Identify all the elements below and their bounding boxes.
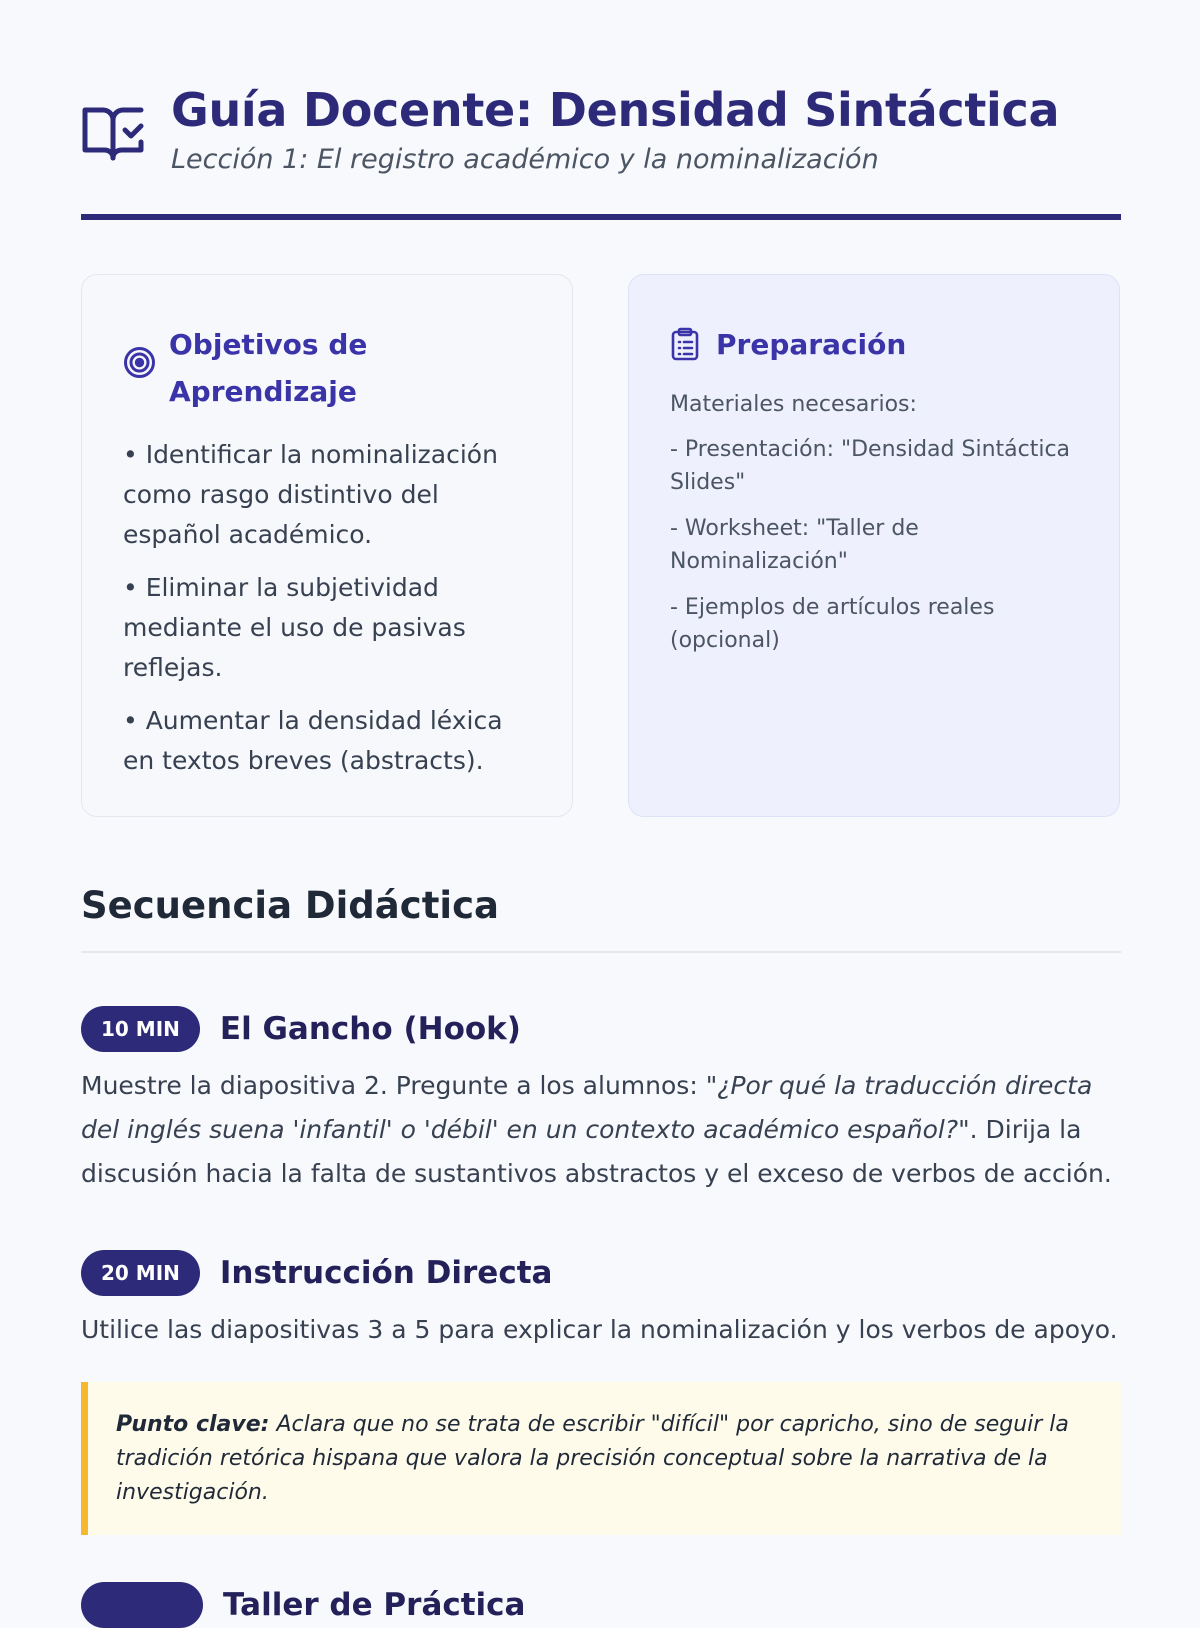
page-subtitle: Lección 1: El registro académico y la nominalización [171,144,879,175]
key-point-callout [81,1382,1121,1535]
sequence-step-hook [81,1006,1121,1196]
list-item: - Ejemplos de artículos reales (opcional) [670,595,995,653]
step-description: Utilice las diapositivas 3 a 5 para explicar la nominalización y los verbos de apoyo. [81,1315,1118,1344]
duration-badge [81,1582,203,1628]
step-text: Muestre la diapositiva 2. Pregunte a los alumnos: [81,1071,706,1100]
step-description [81,1064,1121,1196]
objectives-title [169,321,367,415]
list-item: • Eliminar la subjetividad mediante el uso de pasivas reflejas. [123,573,466,682]
objectives-title-line2: Aprendizaje [169,375,357,408]
step-title: El Gancho (Hook) [219,1011,521,1047]
book-check-icon [81,102,145,166]
objectives-card-header [123,321,532,415]
step-header [81,1250,1121,1296]
target-icon [123,346,156,379]
list-item: • Aumentar la densidad léxica en textos breves (abstracts). [123,706,503,775]
step-header [81,1006,1121,1052]
preparation-card-header [670,321,1079,368]
step-title: Taller de Práctica [223,1587,526,1623]
key-point-text: Aclara que no se trata de escribir "difícil" por capricho, sino de seguir la tradición retórica hispana que valora la precisión conceptual sobre la narrativa de la investigación. [116,1412,1069,1505]
preparation-title: Preparación [716,328,907,361]
duration-badge: 10 MIN [81,1006,200,1052]
duration-badge: 20 MIN [81,1250,200,1296]
step-quote: "¿Por qué la traducción directa del inglés suena 'infantil' o 'débil' en un contexto académico español?" [81,1071,1093,1144]
page-title: Guía Docente: Densidad Sintáctica [171,83,1060,137]
preparation-card [628,274,1120,817]
section-divider [81,951,1121,953]
sequence-step-instruction [81,1250,1121,1352]
clipboard-list-icon [670,327,700,361]
list-item: - Worksheet: "Taller de Nominalización" [670,516,919,574]
objectives-title-line1: Objetivos de [169,328,368,361]
step-text: . Dirija la discusión hacia la falta de sustantivos abstractos y el exceso de verbos de acción. [81,1115,1112,1188]
section-title: Secuencia Didáctica [81,884,499,927]
key-point-label: Punto clave: [116,1412,270,1437]
header-text [171,82,1059,178]
sequence-step-practice [81,1582,1121,1628]
header-divider [81,214,1121,220]
objectives-card [81,274,573,817]
page-header [81,82,1121,178]
list-item: • Identificar la nominalización como rasgo distintivo del español académico. [123,440,498,549]
step-title: Instrucción Directa [219,1255,553,1291]
preparation-intro: Materiales necesarios: [670,392,917,417]
list-item: - Presentación: "Densidad Sintáctica Slides" [670,437,1071,495]
step-header [81,1582,1121,1628]
objectives-list [123,435,532,781]
